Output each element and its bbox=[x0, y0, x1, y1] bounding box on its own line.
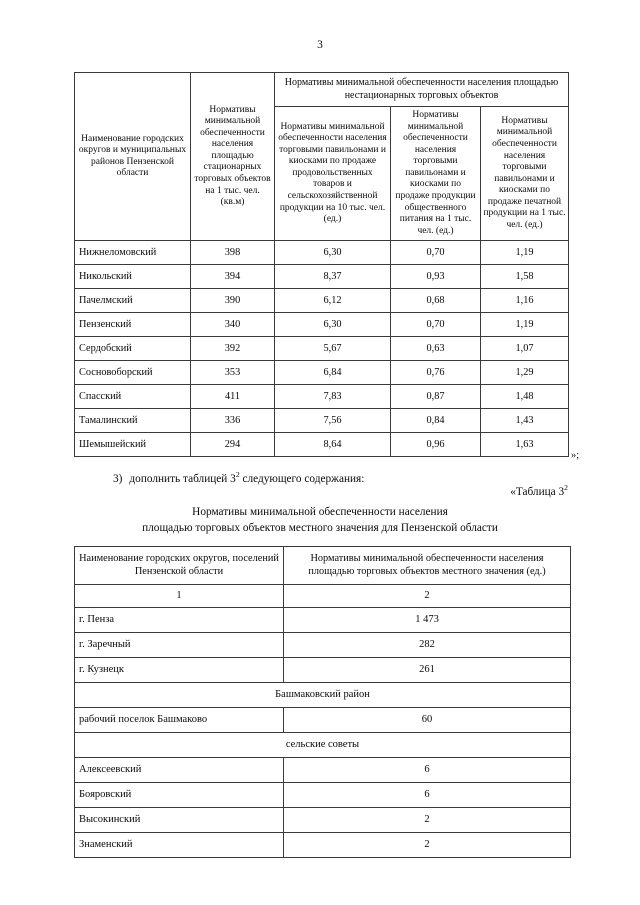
value-cell-1: 392 bbox=[191, 337, 275, 361]
district-name-cell: Пачелмский bbox=[75, 289, 191, 313]
settlement-name-cell: Высокинский bbox=[75, 807, 284, 832]
value-cell-3: 0,87 bbox=[391, 385, 481, 409]
header-cell-catering-pavilions: Нормативы минимальной обеспеченности населения торговыми павильонами и киосками по продаже продукции общественного питания на 1 тыс. чел. (ед.) bbox=[391, 107, 481, 241]
table-2-title bbox=[0, 505, 640, 536]
settlement-name-cell: г. Заречный bbox=[75, 632, 284, 657]
value-cell-2: 6,84 bbox=[275, 361, 391, 385]
value-cell-4: 1,63 bbox=[481, 433, 569, 457]
table-row bbox=[75, 385, 569, 409]
district-name-cell: Спасский bbox=[75, 385, 191, 409]
table-row bbox=[75, 265, 569, 289]
table-row bbox=[75, 337, 569, 361]
section-label-cell: Башмаковский район bbox=[75, 682, 571, 707]
table-row bbox=[75, 782, 571, 807]
value-cell-4: 1,58 bbox=[481, 265, 569, 289]
value-cell-2: 6,30 bbox=[275, 313, 391, 337]
table-row bbox=[75, 433, 569, 457]
table-row bbox=[75, 657, 571, 682]
table-row bbox=[75, 757, 571, 782]
district-name-cell: Никольский bbox=[75, 265, 191, 289]
table-row bbox=[75, 409, 569, 433]
value-cell-3: 0,68 bbox=[391, 289, 481, 313]
settlement-name-cell: Алексеевский bbox=[75, 757, 284, 782]
value-cell-4: 1,43 bbox=[481, 409, 569, 433]
value-cell-2: 8,64 bbox=[275, 433, 391, 457]
table-row bbox=[75, 832, 571, 857]
closing-quote-mark: »; bbox=[571, 450, 580, 461]
header-cell-nonstationary-span: Нормативы минимальной обеспеченности населения площадью нестационарных торговых объектов bbox=[275, 73, 569, 107]
value-cell-4: 1,07 bbox=[481, 337, 569, 361]
table-row bbox=[75, 707, 571, 732]
value-cell-2: 6,12 bbox=[275, 289, 391, 313]
amendment-number: 3) bbox=[113, 473, 123, 485]
header-cell-settlement-name: Наименование городских округов, поселений Пензенской области bbox=[75, 547, 284, 585]
table-1-header bbox=[75, 73, 569, 241]
header-cell-name: Наименование городских округов и муниципальных районов Пензенской области bbox=[75, 73, 191, 241]
section-row bbox=[75, 732, 571, 757]
value-cell-3: 0,70 bbox=[391, 241, 481, 265]
section-row bbox=[75, 682, 571, 707]
table-row bbox=[75, 607, 571, 632]
district-name-cell: Шемышейский bbox=[75, 433, 191, 457]
value-cell-3: 0,76 bbox=[391, 361, 481, 385]
table-row bbox=[75, 313, 569, 337]
value-cell-1: 394 bbox=[191, 265, 275, 289]
table-2-header bbox=[75, 547, 571, 585]
header-cell-local-norm: Нормативы минимальной обеспеченности населения площадью торговых объектов местного значения (ед.) bbox=[284, 547, 571, 585]
value-cell-2: 7,83 bbox=[275, 385, 391, 409]
page-number: 3 bbox=[317, 39, 323, 51]
amendment-text-before: дополнить таблицей 3 bbox=[129, 473, 236, 485]
value-cell-2: 5,67 bbox=[275, 337, 391, 361]
amendment-superscript: 2 bbox=[235, 470, 240, 480]
value-cell-4: 1,16 bbox=[481, 289, 569, 313]
settlement-name-cell: рабочий поселок Башмаково bbox=[75, 707, 284, 732]
table-label-superscript: 2 bbox=[564, 483, 568, 493]
amendment-paragraph bbox=[113, 472, 364, 487]
district-name-cell: Сердобский bbox=[75, 337, 191, 361]
value-cell-1: 390 bbox=[191, 289, 275, 313]
table-row bbox=[75, 289, 569, 313]
settlement-value-cell: 282 bbox=[284, 632, 571, 657]
value-cell-4: 1,19 bbox=[481, 313, 569, 337]
value-cell-1: 336 bbox=[191, 409, 275, 433]
settlement-value-cell: 261 bbox=[284, 657, 571, 682]
value-cell-2: 7,56 bbox=[275, 409, 391, 433]
title-line-2: площадью торговых объектов местного значения для Пензенской области bbox=[142, 521, 498, 534]
table-row bbox=[75, 807, 571, 832]
district-name-cell: Тамалинский bbox=[75, 409, 191, 433]
section-label-cell: сельские советы bbox=[75, 732, 571, 757]
settlement-name-cell: г. Пенза bbox=[75, 607, 284, 632]
table-row bbox=[75, 632, 571, 657]
table-label-text: «Таблица 3 bbox=[510, 486, 565, 498]
value-cell-3: 0,84 bbox=[391, 409, 481, 433]
table-1-container bbox=[74, 72, 568, 457]
table-label bbox=[510, 485, 568, 500]
value-cell-2: 8,37 bbox=[275, 265, 391, 289]
column-number-1: 1 bbox=[75, 584, 284, 607]
settlement-value-cell: 60 bbox=[284, 707, 571, 732]
value-cell-1: 411 bbox=[191, 385, 275, 409]
table-1-body bbox=[75, 241, 569, 457]
table-2-container bbox=[74, 546, 570, 858]
value-cell-3: 0,63 bbox=[391, 337, 481, 361]
header-cell-print-pavilions: Нормативы минимальной обеспеченности населения торговыми павильонами и киосками по продаже печатной продукции на 1 тыс. чел. (ед.) bbox=[481, 107, 569, 241]
district-name-cell: Сосновоборский bbox=[75, 361, 191, 385]
column-number-2: 2 bbox=[284, 584, 571, 607]
table-row bbox=[75, 241, 569, 265]
value-cell-1: 398 bbox=[191, 241, 275, 265]
header-cell-food-pavilions: Нормативы минимальной обеспеченности населения торговыми павильонами и киосками по продаже продовольственных товаров и сельскохозяйственной продукции на 10 тыс. чел. (ед.) bbox=[275, 107, 391, 241]
title-line-1: Нормативы минимальной обеспеченности населения bbox=[192, 506, 448, 518]
value-cell-3: 0,93 bbox=[391, 265, 481, 289]
value-cell-4: 1,29 bbox=[481, 361, 569, 385]
settlement-value-cell: 6 bbox=[284, 757, 571, 782]
value-cell-3: 0,70 bbox=[391, 313, 481, 337]
header-cell-stationary: Нормативы минимальной обеспеченности населения площадью стационарных торговых объектов на 1 тыс. чел. (кв.м) bbox=[191, 73, 275, 241]
district-name-cell: Пензенский bbox=[75, 313, 191, 337]
settlement-name-cell: Знаменский bbox=[75, 832, 284, 857]
value-cell-1: 294 bbox=[191, 433, 275, 457]
value-cell-2: 6,30 bbox=[275, 241, 391, 265]
value-cell-1: 340 bbox=[191, 313, 275, 337]
normatives-table-3-2 bbox=[74, 546, 571, 858]
value-cell-4: 1,48 bbox=[481, 385, 569, 409]
normatives-table-3-1 bbox=[74, 72, 569, 457]
settlement-value-cell: 6 bbox=[284, 782, 571, 807]
table-2-body bbox=[75, 584, 571, 857]
table-2-header-row bbox=[75, 547, 571, 585]
settlement-value-cell: 2 bbox=[284, 807, 571, 832]
district-name-cell: Нижнеломовский bbox=[75, 241, 191, 265]
settlement-name-cell: г. Кузнецк bbox=[75, 657, 284, 682]
amendment-text-after: следующего содержания: bbox=[239, 473, 365, 485]
value-cell-1: 353 bbox=[191, 361, 275, 385]
table-header-row-span bbox=[75, 73, 569, 107]
column-number-row bbox=[75, 584, 571, 607]
value-cell-3: 0,96 bbox=[391, 433, 481, 457]
value-cell-4: 1,19 bbox=[481, 241, 569, 265]
settlement-name-cell: Бояровский bbox=[75, 782, 284, 807]
table-row bbox=[75, 361, 569, 385]
settlement-value-cell: 1 473 bbox=[284, 607, 571, 632]
settlement-value-cell: 2 bbox=[284, 832, 571, 857]
